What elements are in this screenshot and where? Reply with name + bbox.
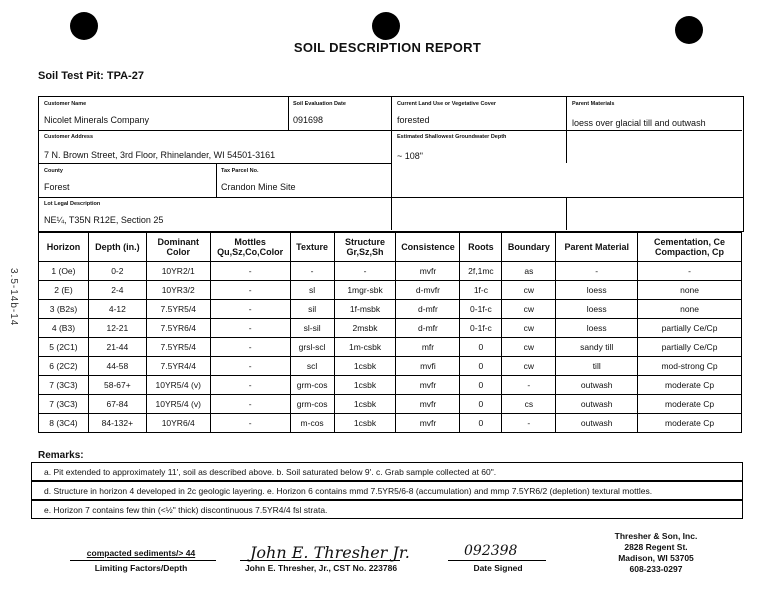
- table-cell: -: [210, 319, 290, 338]
- table-cell: 4-12: [88, 300, 146, 319]
- table-cell: cw: [502, 300, 556, 319]
- table-cell: 0: [460, 414, 502, 433]
- table-cell: 1mgr-sbk: [334, 281, 396, 300]
- column-header: Consistence: [396, 233, 460, 262]
- land-use-value: forested: [397, 115, 430, 125]
- table-cell: 2 (E): [39, 281, 89, 300]
- column-header: Boundary: [502, 233, 556, 262]
- soil-test-pit-value: TPA-27: [106, 70, 144, 82]
- table-cell: 0: [460, 395, 502, 414]
- report-title: SOIL DESCRIPTION REPORT: [293, 40, 482, 55]
- company-street: 2828 Regent St.: [624, 542, 688, 552]
- column-header: Structure Gr,Sz,Sh: [334, 233, 396, 262]
- table-cell: -: [210, 357, 290, 376]
- table-cell: mvfi: [396, 357, 460, 376]
- table-cell: moderate Cp: [638, 414, 742, 433]
- table-cell: 12-21: [88, 319, 146, 338]
- table-cell: mod-strong Cp: [638, 357, 742, 376]
- table-cell: 6 (2C2): [39, 357, 89, 376]
- table-row: [39, 376, 742, 395]
- table-cell: 7 (3C3): [39, 395, 89, 414]
- table-cell: loess: [556, 300, 638, 319]
- land-use-label: Current Land Use or Vegetative Cover: [397, 101, 497, 107]
- table-cell: -: [638, 262, 742, 281]
- table-cell: m-cos: [290, 414, 334, 433]
- lot-legal-label: Lot Legal Description: [44, 201, 101, 207]
- soil-evaluation-date-value: 091698: [293, 115, 324, 125]
- side-annotation: 3.5-14b-14: [8, 268, 19, 327]
- company-block: [596, 531, 716, 575]
- table-cell: cw: [502, 338, 556, 357]
- column-header: Depth (in.): [88, 233, 146, 262]
- table-cell: 0: [460, 376, 502, 395]
- table-cell: 1f-c: [460, 281, 502, 300]
- table-cell: -: [502, 376, 556, 395]
- customer-address-value: 7 N. Brown Street, 3rd Floor, Rhinelander, WI 54501-3161: [44, 150, 276, 160]
- table-cell: 3 (B2s): [39, 300, 89, 319]
- punch-hole-left: [70, 12, 98, 40]
- remark-line: e. Horizon 7 contains few thin (<½" thick) discontinuous 7.5YR4/4 fsl strata.: [31, 500, 743, 519]
- tax-parcel-label: Tax Parcel No.: [221, 168, 259, 174]
- table-cell: 2-4: [88, 281, 146, 300]
- table-cell: moderate Cp: [638, 395, 742, 414]
- table-cell: 7 (3C3): [39, 376, 89, 395]
- punch-hole-center: [372, 12, 400, 40]
- table-cell: 4 (B3): [39, 319, 89, 338]
- table-cell: cw: [502, 281, 556, 300]
- table-cell: 0-1f-c: [460, 300, 502, 319]
- table-cell: partially Ce/Cp: [638, 338, 742, 357]
- table-cell: mfr: [396, 338, 460, 357]
- table-cell: 1csbk: [334, 414, 396, 433]
- table-cell: 7.5YR4/4: [146, 357, 210, 376]
- parent-materials-value: loess over glacial till and outwash: [572, 118, 706, 128]
- customer-name-label: Customer Name: [44, 101, 87, 107]
- svg-text:John E. Thresher Jr.: John E. Thresher Jr.: [250, 543, 410, 562]
- table-row: [39, 338, 742, 357]
- table-row: [39, 262, 742, 281]
- table-cell: sandy till: [556, 338, 638, 357]
- table-cell: 10YR6/4: [146, 414, 210, 433]
- table-cell: 58-67+: [88, 376, 146, 395]
- limiting-factors-label: Limiting Factors/Depth: [94, 563, 188, 573]
- column-header: Horizon: [39, 233, 89, 262]
- company-name: Thresher & Son, Inc.: [614, 531, 698, 541]
- signer-name: John E. Thresher, Jr., CST No. 223786: [244, 563, 398, 573]
- table-cell: 1f-msbk: [334, 300, 396, 319]
- customer-name-value: Nicolet Minerals Company: [44, 115, 150, 125]
- table-cell: sl: [290, 281, 334, 300]
- table-cell: grm-cos: [290, 395, 334, 414]
- tax-parcel-value: Crandon Mine Site: [221, 182, 296, 192]
- table-cell: grsl-scl: [290, 338, 334, 357]
- customer-address-label: Customer Address: [44, 134, 94, 140]
- table-cell: outwash: [556, 414, 638, 433]
- groundwater-depth-value: ~ 108": [397, 151, 423, 161]
- table-row: [39, 414, 742, 433]
- table-cell: loess: [556, 319, 638, 338]
- table-cell: 10YR3/2: [146, 281, 210, 300]
- date-signed-value: 092398: [464, 543, 518, 559]
- table-cell: 7.5YR5/4: [146, 338, 210, 357]
- table-cell: -: [210, 262, 290, 281]
- table-cell: 0-2: [88, 262, 146, 281]
- table-cell: 10YR5/4 (v): [146, 376, 210, 395]
- table-cell: 1csbk: [334, 376, 396, 395]
- table-cell: -: [210, 376, 290, 395]
- table-cell: -: [334, 262, 396, 281]
- table-cell: sil: [290, 300, 334, 319]
- table-cell: cs: [502, 395, 556, 414]
- table-cell: 67-84: [88, 395, 146, 414]
- table-cell: partially Ce/Cp: [638, 319, 742, 338]
- table-cell: 84-132+: [88, 414, 146, 433]
- table-cell: mvfr: [396, 395, 460, 414]
- table-cell: -: [210, 281, 290, 300]
- table-cell: 1 (Oe): [39, 262, 89, 281]
- column-header: Texture: [290, 233, 334, 262]
- table-cell: 10YR2/1: [146, 262, 210, 281]
- table-cell: -: [210, 338, 290, 357]
- table-cell: moderate Cp: [638, 376, 742, 395]
- column-header: Parent Material: [556, 233, 638, 262]
- table-cell: 44-58: [88, 357, 146, 376]
- table-cell: cw: [502, 357, 556, 376]
- table-cell: cw: [502, 319, 556, 338]
- table-cell: 0: [460, 338, 502, 357]
- remarks-title: Remarks:: [38, 450, 84, 461]
- table-cell: none: [638, 300, 742, 319]
- remark-line: a. Pit extended to approximately 11', soil as described above. b. Soil saturated below 9'. c. Grab sample collected at 60".: [31, 462, 743, 481]
- table-row: [39, 300, 742, 319]
- table-cell: -: [502, 414, 556, 433]
- table-header-row: [39, 233, 742, 262]
- table-cell: -: [210, 300, 290, 319]
- groundwater-depth-label: Estimated Shallowest Groundwater Depth: [397, 134, 507, 140]
- soil-evaluation-date-label: Soil Evaluation Date: [293, 101, 346, 107]
- table-row: [39, 357, 742, 376]
- table-cell: as: [502, 262, 556, 281]
- table-cell: 1m-csbk: [334, 338, 396, 357]
- table-cell: -: [210, 414, 290, 433]
- table-cell: -: [290, 262, 334, 281]
- table-cell: sl-sil: [290, 319, 334, 338]
- table-cell: none: [638, 281, 742, 300]
- table-cell: outwash: [556, 376, 638, 395]
- limiting-factors-value: compacted sediments/> 44: [86, 548, 196, 558]
- column-header: Cementation, Ce Compaction, Cp: [638, 233, 742, 262]
- horizon-table: [38, 232, 742, 433]
- table-cell: 8 (3C4): [39, 414, 89, 433]
- table-cell: -: [556, 262, 638, 281]
- table-cell: 7.5YR5/4: [146, 300, 210, 319]
- table-cell: 2f,1mc: [460, 262, 502, 281]
- column-header: Roots: [460, 233, 502, 262]
- county-value: Forest: [44, 182, 70, 192]
- table-cell: 21-44: [88, 338, 146, 357]
- soil-test-pit-label: Soil Test Pit:: [38, 70, 104, 82]
- table-cell: 1csbk: [334, 395, 396, 414]
- county-label: County: [44, 168, 63, 174]
- lot-legal-value: NE¼, T35N R12E, Section 25: [44, 215, 164, 225]
- table-cell: 0-1f-c: [460, 319, 502, 338]
- table-cell: d-mvfr: [396, 281, 460, 300]
- table-row: [39, 395, 742, 414]
- table-cell: 7.5YR6/4: [146, 319, 210, 338]
- table-cell: till: [556, 357, 638, 376]
- table-cell: mvfr: [396, 262, 460, 281]
- date-signed-label: Date Signed: [473, 563, 523, 573]
- table-cell: mvfr: [396, 414, 460, 433]
- table-cell: d-mfr: [396, 319, 460, 338]
- table-cell: outwash: [556, 395, 638, 414]
- table-cell: -: [210, 395, 290, 414]
- table-cell: 10YR5/4 (v): [146, 395, 210, 414]
- table-cell: loess: [556, 281, 638, 300]
- table-cell: scl: [290, 357, 334, 376]
- table-row: [39, 319, 742, 338]
- table-cell: 5 (2C1): [39, 338, 89, 357]
- table-cell: 1csbk: [334, 357, 396, 376]
- table-cell: 0: [460, 357, 502, 376]
- table-cell: mvfr: [396, 376, 460, 395]
- table-row: [39, 281, 742, 300]
- column-header: Dominant Color: [146, 233, 210, 262]
- remark-line: d. Structure in horizon 4 developed in 2c geologic layering. e. Horizon 6 contains mmd 7.5YR5/6-8 (accumulation) and mmp 7.5YR6/2 (depletion) textural mottles.: [31, 481, 743, 500]
- parent-materials-label: Parent Materials: [572, 101, 615, 107]
- soil-test-pit: [38, 70, 144, 82]
- company-city: Madison, WI 53705: [618, 553, 694, 563]
- column-header: Mottles Qu,Sz,Co,Color: [210, 233, 290, 262]
- company-phone: 608-233-0297: [629, 564, 683, 574]
- table-cell: grm-cos: [290, 376, 334, 395]
- table-cell: d-mfr: [396, 300, 460, 319]
- table-cell: 2msbk: [334, 319, 396, 338]
